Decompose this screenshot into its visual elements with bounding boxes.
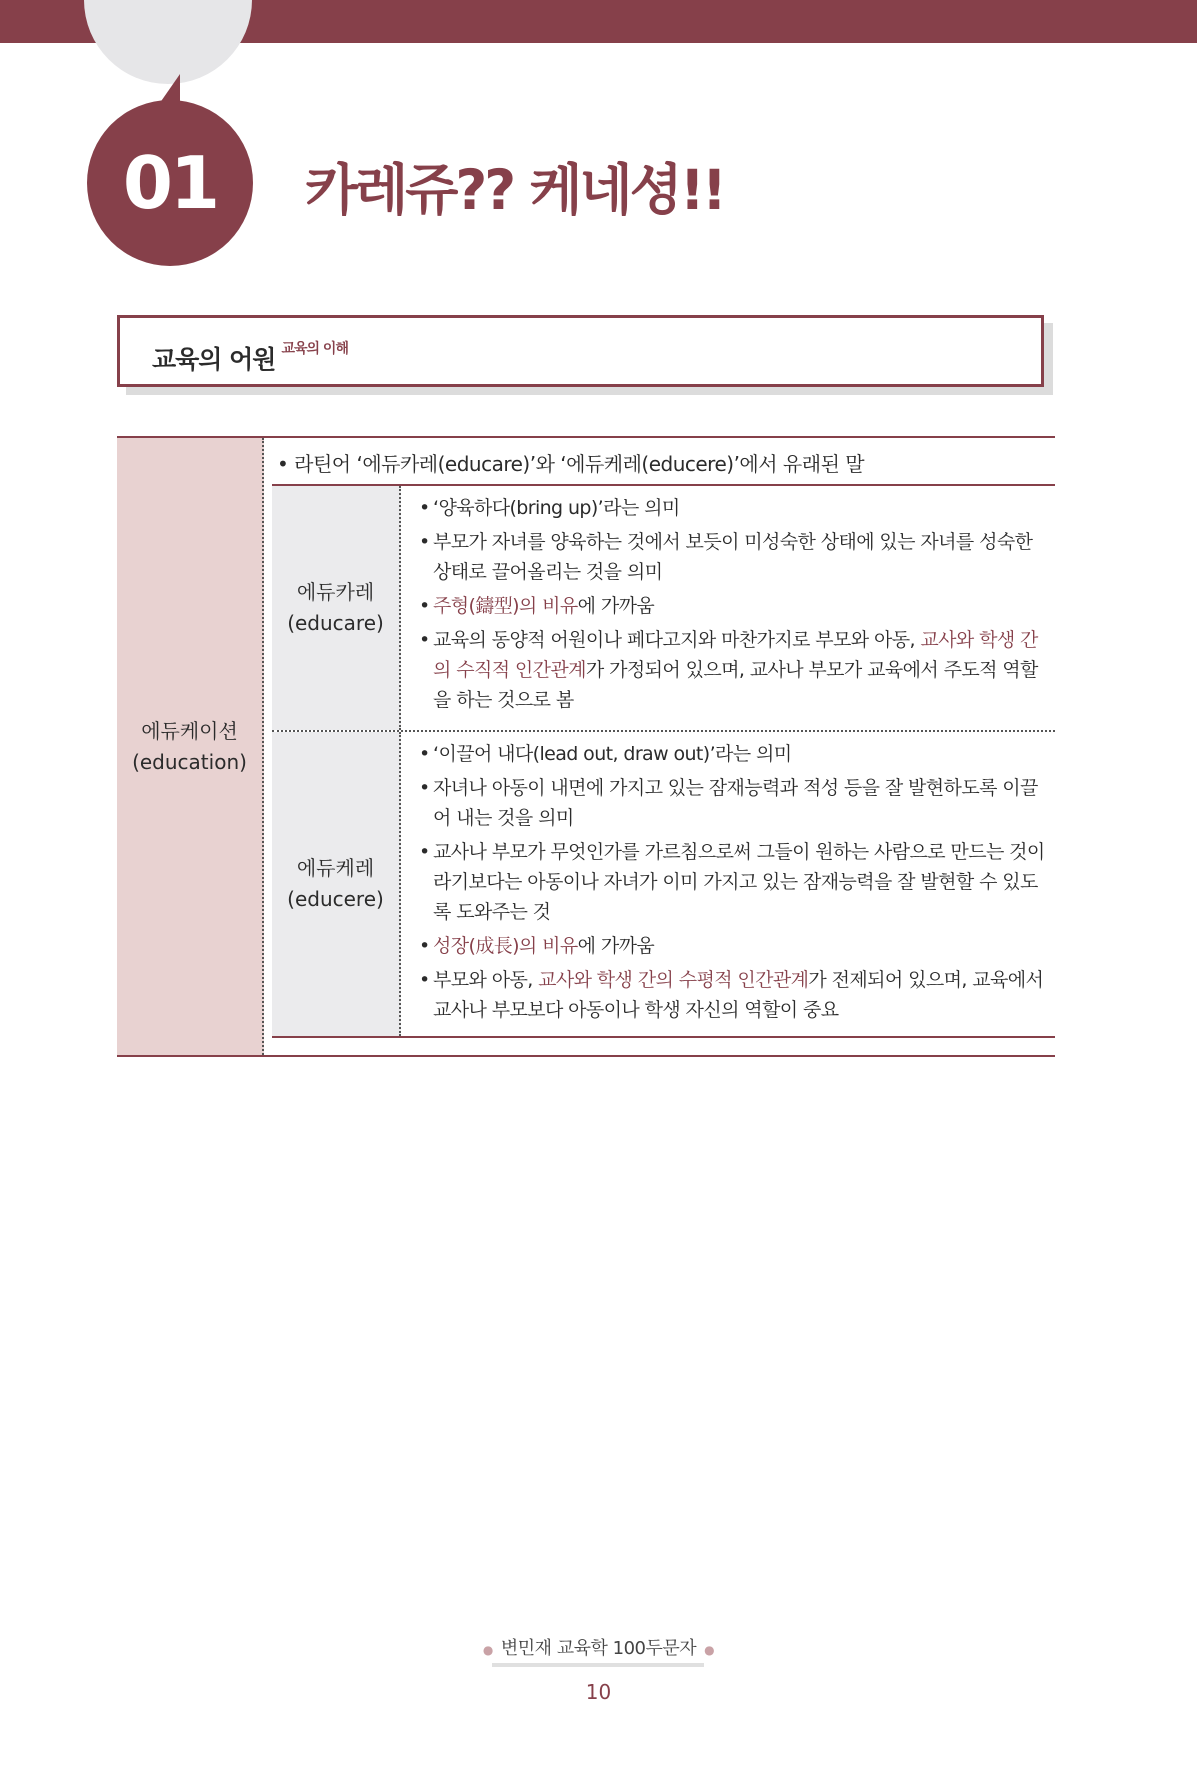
bullet-dot: • bbox=[419, 743, 430, 765]
main-term-cell bbox=[117, 438, 264, 1055]
bullet-item bbox=[419, 739, 1049, 769]
highlighted-text: 교사와 학생 간의 수평적 인간관계 bbox=[538, 969, 809, 991]
table-bottom-rule bbox=[117, 1055, 1055, 1057]
chapter-title: 카레쥬?? 케네셩!! bbox=[305, 158, 724, 222]
bullet-text: 자녀나 아동이 내면에 가지고 있는 잠재능력과 적성 등을 잘 발현하도록 이끌어 내는 것을 의미 bbox=[433, 777, 1038, 829]
footer-book-title-text: 변민재 교육학 100두문자 bbox=[500, 1638, 697, 1659]
bullet-text: ‘양육하다(bring up)’라는 의미 bbox=[433, 497, 680, 519]
bullet-item bbox=[419, 773, 1049, 833]
bullet-text: 교사나 부모가 무엇인가를 가르침으로써 그들이 원하는 사람으로 만드는 것이라기보다는 아동이나 자녀가 이미 가지고 있는 잠재능력을 잘 발현할 수 있도록 도와주는 것 bbox=[433, 841, 1045, 923]
decorative-circle bbox=[84, 0, 252, 84]
footer-book-title bbox=[0, 1634, 1197, 1660]
bullet-dot: • bbox=[419, 935, 430, 957]
bullet-dot: • bbox=[419, 595, 430, 617]
bullet-item bbox=[419, 931, 1049, 961]
bullet-item bbox=[419, 591, 1049, 621]
bullet-dot: • bbox=[419, 629, 430, 651]
bullet-item bbox=[419, 493, 1049, 523]
bullet-dot: • bbox=[419, 969, 430, 991]
educare-label-english: (educare) bbox=[287, 611, 384, 635]
bullet-dot: • bbox=[419, 531, 430, 553]
bullet-dot: • bbox=[277, 452, 295, 476]
bullet-item bbox=[419, 527, 1049, 587]
bullet-dot: • bbox=[419, 841, 430, 863]
highlighted-text: 교사와 학생 간의 수직적 인간관계 bbox=[433, 629, 1038, 681]
educere-bullet-list bbox=[419, 739, 1049, 1029]
bullet-text: 부모가 자녀를 양육하는 것에서 보듯이 미성숙한 상태에 있는 자녀를 성숙한 상태로 끌어올리는 것을 의미 bbox=[433, 531, 1033, 583]
bullet-text: ‘이끌어 내다(lead out, draw out)’라는 의미 bbox=[433, 743, 792, 765]
inner-bottom-rule bbox=[272, 1036, 1055, 1038]
bullet-text: 에 가까움 bbox=[577, 935, 655, 957]
section-title-text: 교육의 어원 bbox=[152, 345, 276, 374]
bullet-text: 에 가까움 bbox=[577, 595, 655, 617]
chapter-number-badge: 01 bbox=[87, 100, 253, 266]
bullet-item bbox=[419, 837, 1049, 927]
highlighted-text: 주형(鑄型)의 비유 bbox=[433, 595, 578, 617]
bullet-text: 가 가정되어 있으며, 교사나 부모가 교육에서 주도적 역할을 하는 것으로 봄 bbox=[433, 659, 1038, 711]
highlighted-text: 성장(成長)의 비유 bbox=[433, 935, 578, 957]
bullet-item bbox=[419, 965, 1049, 1025]
footer-dot-right: ● bbox=[704, 1643, 715, 1657]
page-number: 10 bbox=[585, 1680, 612, 1704]
intro-text: 라틴어 ‘에듀카레(educare)’와 ‘에듀케레(educere)’에서 유래된 말 bbox=[294, 452, 865, 476]
footer-dot-left: ● bbox=[482, 1643, 493, 1657]
bullet-text: 부모와 아동, bbox=[433, 969, 539, 991]
section-title bbox=[152, 340, 348, 376]
bullet-item bbox=[419, 625, 1049, 715]
educere-label-cell bbox=[272, 732, 401, 1036]
bullet-dot: • bbox=[419, 777, 430, 799]
section-header-box bbox=[117, 315, 1044, 387]
main-term-english: (education) bbox=[132, 749, 247, 774]
educare-label-cell bbox=[272, 486, 401, 730]
educare-label-korean: 에듀카레 bbox=[296, 580, 375, 604]
main-term-korean: 에듀케이션 bbox=[141, 718, 238, 743]
educere-label-english: (educere) bbox=[287, 887, 384, 911]
educare-bullet-list bbox=[419, 493, 1049, 719]
bullet-text: 교육의 동양적 어원이나 페다고지와 마찬가지로 부모와 아동, bbox=[433, 629, 921, 651]
bullet-text: 가 전제되어 있으며, 교육에서 교사나 부모보다 아동이나 학생 자신의 역할이 중요 bbox=[433, 969, 1044, 1021]
bullet-dot: • bbox=[419, 497, 430, 519]
educere-label-korean: 에듀케레 bbox=[296, 856, 375, 880]
etymology-table bbox=[117, 436, 1055, 1057]
section-subtitle: 교육의 이해 bbox=[281, 341, 348, 357]
intro-row bbox=[277, 448, 864, 477]
footer-underline bbox=[492, 1663, 704, 1667]
